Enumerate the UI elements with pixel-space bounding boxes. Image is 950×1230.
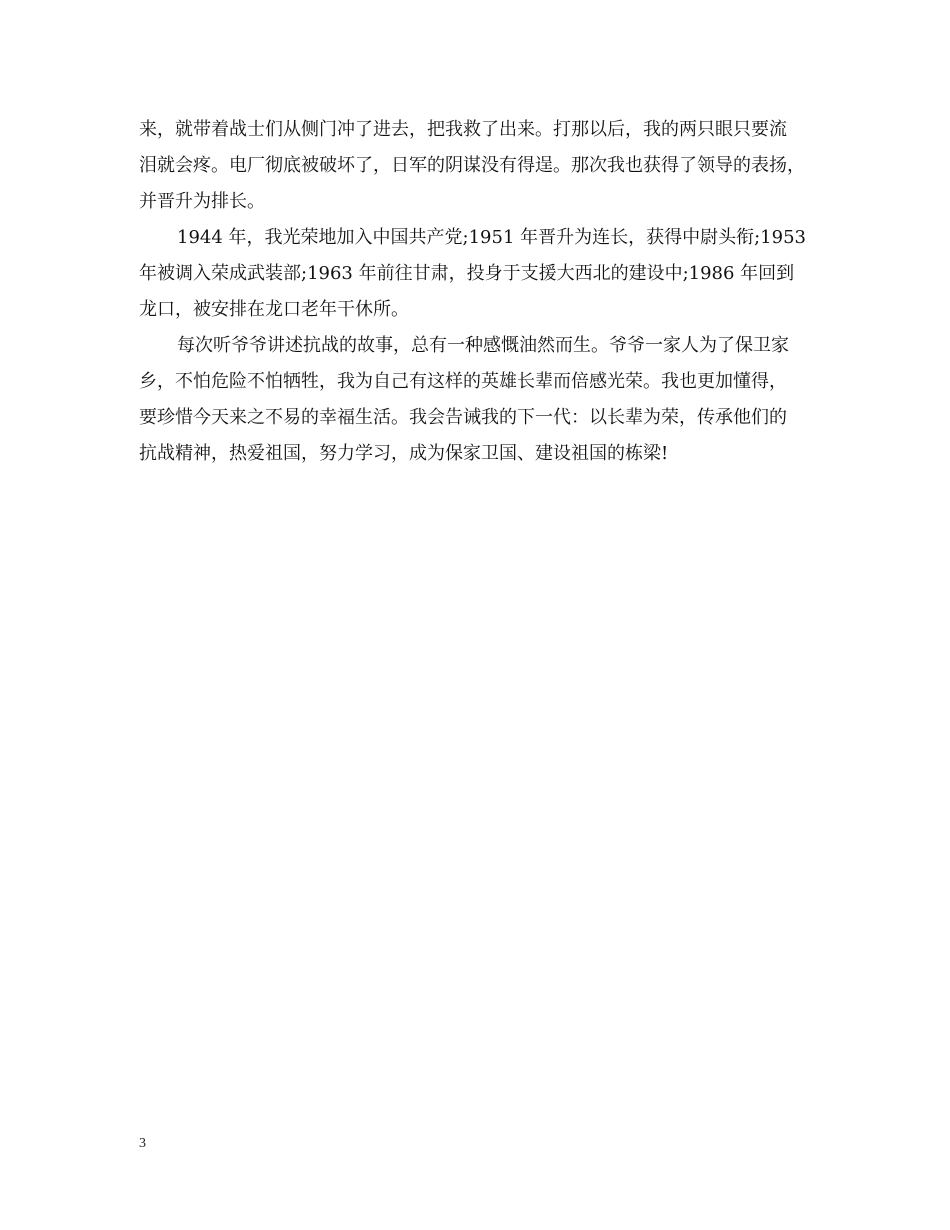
paragraph-2	[139, 224, 829, 324]
document-body	[139, 116, 829, 476]
text-line: 来，就带着战士们从侧门冲了进去，把我救了出来。打那以后，我的两只眼只要流	[139, 119, 787, 140]
text-line: 并晋升为排长。	[139, 191, 265, 212]
text-line: 龙口，被安排在龙口老年干休所。	[139, 299, 409, 320]
text-line: 每次听爷爷讲述抗战的故事，总有一种感慨油然而生。爷爷一家人为了保卫家	[177, 335, 789, 356]
text-line: 泪就会疼。电厂彻底被破坏了，日军的阴谋没有得逞。那次我也获得了领导的表扬，	[139, 155, 805, 176]
text-line: 1944 年，我光荣地加入中国共产党;1951 年晋升为连长，获得中尉头衔;1953	[177, 227, 806, 248]
paragraph-3	[139, 332, 829, 468]
text-line: 要珍惜今天来之不易的幸福生活。我会告诫我的下一代：以长辈为荣，传承他们的	[139, 407, 787, 428]
text-line: 年被调入荣成武装部;1963 年前往甘肃，投身于支援大西北的建设中;1986 年回到	[139, 263, 795, 284]
page-number: 3	[139, 1136, 146, 1151]
text-line: 乡，不怕危险不怕牺牲，我为自己有这样的英雄长辈而倍感光荣。我也更加懂得，	[139, 371, 787, 392]
text-line: 抗战精神，热爱祖国，努力学习，成为保家卫国、建设祖国的栋梁!	[139, 443, 669, 464]
paragraph-1	[139, 116, 829, 216]
